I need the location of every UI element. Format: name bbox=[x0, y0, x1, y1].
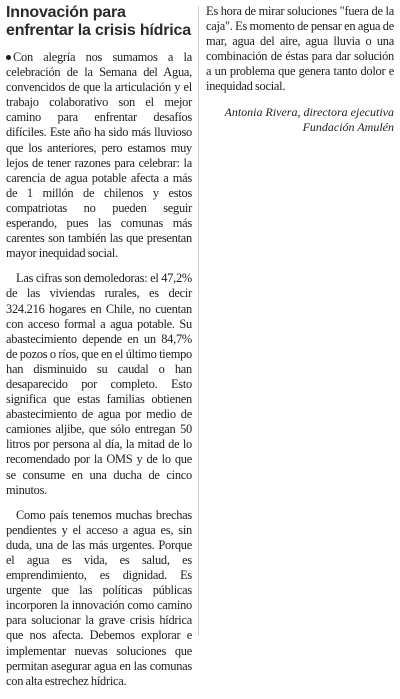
article-paragraph-1 bbox=[6, 50, 192, 261]
article-paragraph-1-text: Con alegría nos sumamos a la celebración de la Semana del Agua, convencidos de que la articulación y el trabajo colaborativo son el mejor camino para enfrentar desafíos difíciles. Este año ha sido más lluvioso que los anteriores, pero estamos muy lejos de tener razones para celebrar: la carencia de agua potable afecta a más de 1 millón de chilenos y estos compatriotas no pueden seguir esperando, pues las comunas más carentes son también las que presentan mayor inequidad social. bbox=[6, 50, 192, 261]
article-headline: Innovación para enfrentar la crisis hídrica bbox=[6, 4, 191, 39]
right-column bbox=[206, 4, 394, 135]
article-paragraph-4: Es hora de mirar soluciones "fuera de la caja". Es momento de pensar en agua de mar, agua del aire, agua lluvia o una combinación de éstas para dar solución a un problema que genera tanto dolor e inequidad social. bbox=[206, 4, 394, 94]
author-organization: Fundación Amulén bbox=[302, 119, 394, 134]
article-paragraph-2: Las cifras son demoledoras: el 47,2% de las viviendas rurales, es decir 324.216 hogares en Chile, no cuentan con acceso formal a agua potable. Su abastecimiento depende en un 84,7% de pozos o ríos, que en el último tiempo han disminuido su caudal o han desaparecido por completo. Esto significa que estas familias obtienen abastecimiento de agua por medio de camiones aljibe, que sólo entregan 50 litros por persona al día, la mitad de lo recomendado por la OMS y de lo que se consume en una ducha de cinco minutos. bbox=[6, 271, 192, 497]
left-column bbox=[6, 4, 192, 699]
author-signature bbox=[206, 105, 394, 135]
author-name: Antonia Rivera, directora ejecutiva bbox=[224, 104, 394, 119]
column-divider bbox=[198, 6, 199, 636]
article-paragraph-3: Como país tenemos muchas brechas pendientes y el acceso a agua es, sin duda, una de las más urgentes. Porque el agua es vida, es salud, es emprendimiento, es dignidad. Es urgente que las políticas públicas incorporen la innovación como camino para solucionar la grave crisis hídrica que nos afecta. Debemos explorar e implementar nuevas soluciones que permitan asegurar agua en las comunas con alta estrechez hídrica. bbox=[6, 507, 192, 688]
bullet-icon bbox=[6, 55, 11, 60]
